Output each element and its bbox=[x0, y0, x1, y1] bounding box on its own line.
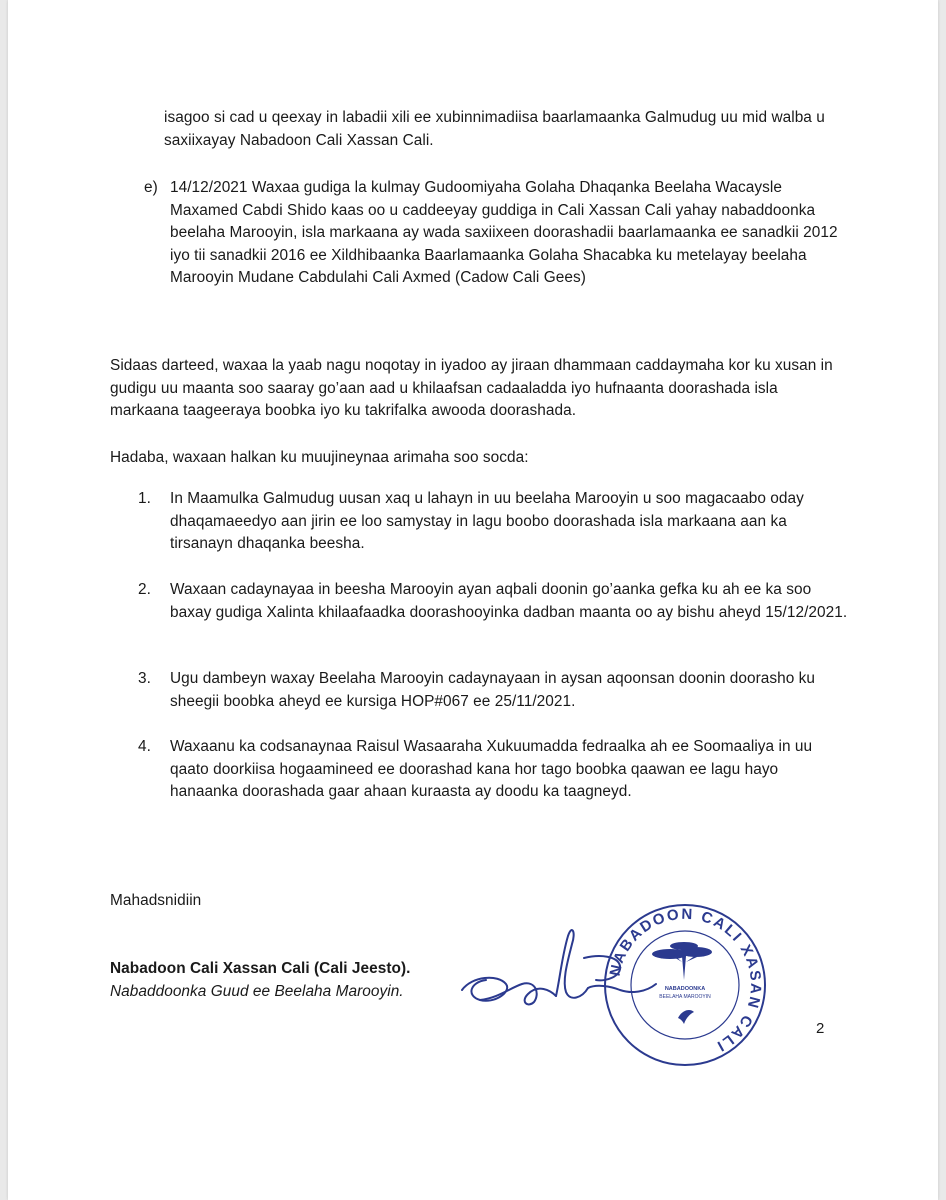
page-number: 2 bbox=[816, 1020, 825, 1037]
bird-icon bbox=[678, 1010, 694, 1024]
signer-title: Nabaddoonka Guud ee Beelaha Marooyin. bbox=[110, 982, 404, 1000]
seal-inner-line-2: BEELAHA MAROOYIN bbox=[659, 994, 711, 1000]
list-marker: e) bbox=[144, 179, 158, 196]
seal-ring-text: NABADOON CALI XASAN CALI bbox=[606, 905, 765, 1056]
list-marker: 4. bbox=[138, 738, 151, 755]
list-item-text: Waxaanu ka codsanaynaa Raisul Wasaaraha Xukuumadda fedraalka ah ee Soomaaliya in uu qaato doorkiisa hogaamineed ee doorashad kana hor tago boobka qaawan ee lagu hayo hanaanka doorashada gaar ahaan kuraasta ay doodu ka taagneyd. bbox=[170, 738, 813, 800]
conclusion-text: Sidaas darteed, waxaa la yaab nagu noqotay in iyadoo ay jiraan dhammaan caddaymaha kor ku xusan in gudigu uu maanta soo saaray go’aan aad u khilaafsan cadaaladda iyo hufnaanta doorashada isla markaana taageeraya boobka iyo ku takrifalka awooda doorashada. bbox=[110, 357, 833, 419]
closing-text: Mahadsnidiin bbox=[110, 892, 202, 909]
signer-name: Nabadoon Cali Xassan Cali (Cali Jeesto). bbox=[110, 960, 411, 977]
signer-block bbox=[110, 958, 450, 1003]
list-item-text: 14/12/2021 Waxaa gudiga la kulmay Gudoomiyaha Golaha Dhaqanka Beelaha Wacaysle Maxamed Cabdi Shido kaas oo u caddeeyay guddiga in Cali Xassan Cali yahay nabaddoonka beelaha Marooyin, isla markaana ay wada saxiixeen doorashadii baarlamaanka ee sanadkii 2012 iyo tii sanadkii 2016 ee Xildhibaanka Baarlamaanka Golaha Shacabka ku metelayay beelaha Marooyin Mudane Cabdulahi Cali Axmed (Cadow Cali Gees) bbox=[170, 179, 838, 286]
intro-text: Hadaba, waxaan halkan ku muujineynaa arimaha soo socda: bbox=[110, 449, 529, 466]
list-item-text: Ugu dambeyn waxay Beelaha Marooyin cadaynayaan in aysan aqoonsan doonin doorasho ku sheegii boobka aheyd ee kursiga HOP#067 ee 25/11/2021. bbox=[170, 670, 816, 710]
list-item-text: Waxaan cadaynayaa in beesha Marooyin ayan aqbali doonin go’aanka gefka ku ah ee ka soo baxay gudiga Xalinta khilaafaadka doorashooyinka dadban maanta oo ay bishu aheyd 15/12/2021. bbox=[170, 581, 848, 621]
list-item-text: In Maamulka Galmudug uusan xaq u lahayn in uu beelaha Marooyin u soo magacaabo oday dhaqamaeedyo aan jirin ee loo samystay in lagu boobo doorashada isla markaana aan ka tirsanayn dhaqanka beesha. bbox=[170, 490, 804, 552]
list-marker: 2. bbox=[138, 581, 151, 598]
tree-icon bbox=[652, 942, 712, 980]
list-marker: 1. bbox=[138, 490, 151, 507]
conclusion-paragraph bbox=[110, 355, 840, 423]
intro-paragraph bbox=[110, 447, 840, 470]
list-marker: 3. bbox=[138, 670, 151, 687]
organization-seal bbox=[600, 900, 770, 1070]
seal-inner-line-1: NABADOONKA bbox=[664, 986, 706, 992]
continuation-paragraph bbox=[164, 107, 844, 152]
continuation-text: isagoo si cad u qeexay in labadii xili ee xubinnimadiisa baarlamaanka Galmudug uu mid walba u saxiixayay Nabadoon Cali Xassan Cali. bbox=[164, 109, 825, 149]
